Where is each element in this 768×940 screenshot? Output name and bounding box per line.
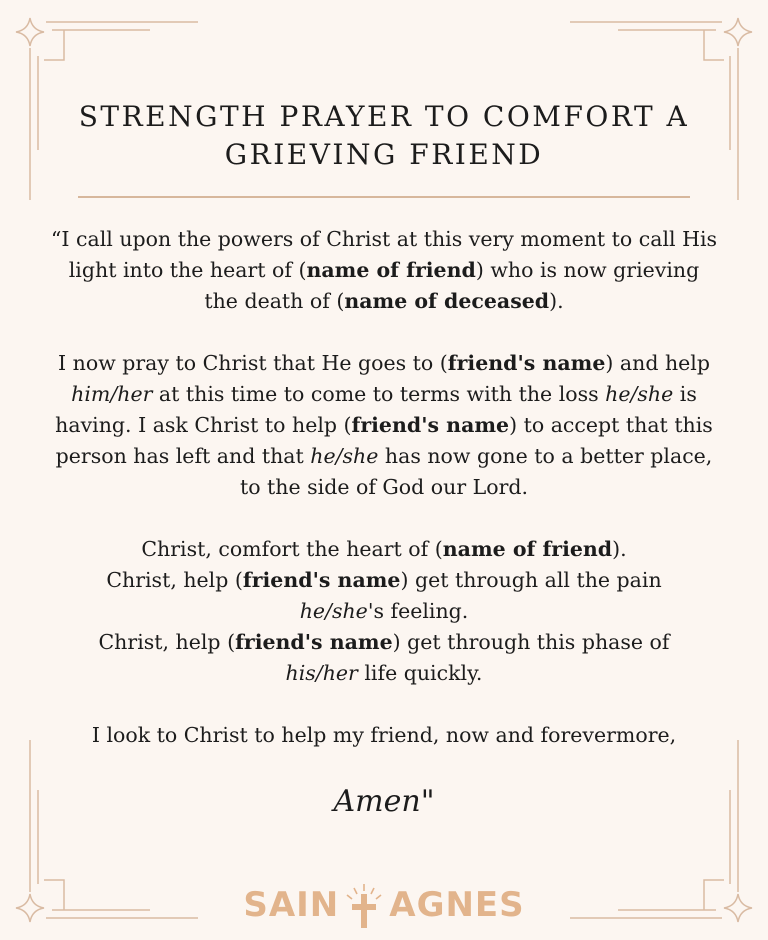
placeholder-friends-name: friend's name	[242, 568, 401, 592]
logo-text-right: AGNES	[389, 885, 525, 925]
prayer-text-span: ) to accept that this person has left and that	[55, 413, 713, 468]
pronoun-placeholder: him/her	[71, 382, 153, 406]
placeholder-friends-name: friend's name	[235, 630, 393, 654]
prayer-text-span: life quickly.	[357, 661, 483, 685]
prayer-paragraph-1	[50, 224, 718, 317]
prayer-paragraph-4: I look to Christ to help my friend, now and forevermore,	[91, 723, 677, 747]
prayer-text	[50, 224, 718, 782]
prayer-text-span: is having. I ask Christ to help (	[55, 382, 697, 437]
page-title: STRENGTH PRAYER TO COMFORT A GRIEVING FRIEND	[78, 100, 690, 171]
prayer-text-span: ) who is now grieving the death of (	[204, 258, 700, 313]
logo-text-left: SAIN	[243, 885, 340, 925]
prayer-text-span: ) get through this phase of	[392, 630, 670, 654]
prayer-paragraph-2	[50, 348, 718, 503]
prayer-text-span: ).	[549, 289, 564, 313]
prayer-text-span: ).	[612, 537, 627, 561]
placeholder-name-of-friend: name of friend	[442, 537, 613, 561]
prayer-paragraph-3	[50, 534, 718, 689]
brand-logo	[0, 880, 768, 930]
prayer-text-span: Christ, help (	[106, 568, 243, 592]
placeholder-name-of-friend: name of friend	[306, 258, 476, 282]
pronoun-placeholder: his/her	[285, 661, 358, 685]
prayer-text-span: Christ, comfort the heart of (	[141, 537, 443, 561]
placeholder-friends-name: friend's name	[447, 351, 606, 375]
prayer-text-span: ) and help	[605, 351, 710, 375]
prayer-text-span: at this time to come to terms with the loss	[152, 382, 606, 406]
pronoun-placeholder: he/she	[310, 444, 379, 468]
title-divider	[78, 196, 690, 198]
prayer-text-span: 's feeling.	[367, 599, 469, 623]
pronoun-placeholder: he/she	[299, 599, 368, 623]
placeholder-friends-name: friend's name	[351, 413, 510, 437]
prayer-text-span: “I call upon the powers of Christ at this very moment to call His light into the heart of (	[50, 227, 718, 282]
cross-icon	[341, 880, 387, 930]
pronoun-placeholder: he/she	[605, 382, 674, 406]
amen-signature: Amen"	[333, 784, 435, 819]
prayer-text-span: has now gone to a better place, to the side of God our Lord.	[239, 444, 713, 499]
prayer-text-span: Christ, help (	[98, 630, 236, 654]
prayer-text-span: I now pray to Christ that He goes to (	[58, 351, 448, 375]
prayer-text-span: ) get through all the pain	[400, 568, 662, 592]
placeholder-name-of-deceased: name of deceased	[344, 289, 550, 313]
